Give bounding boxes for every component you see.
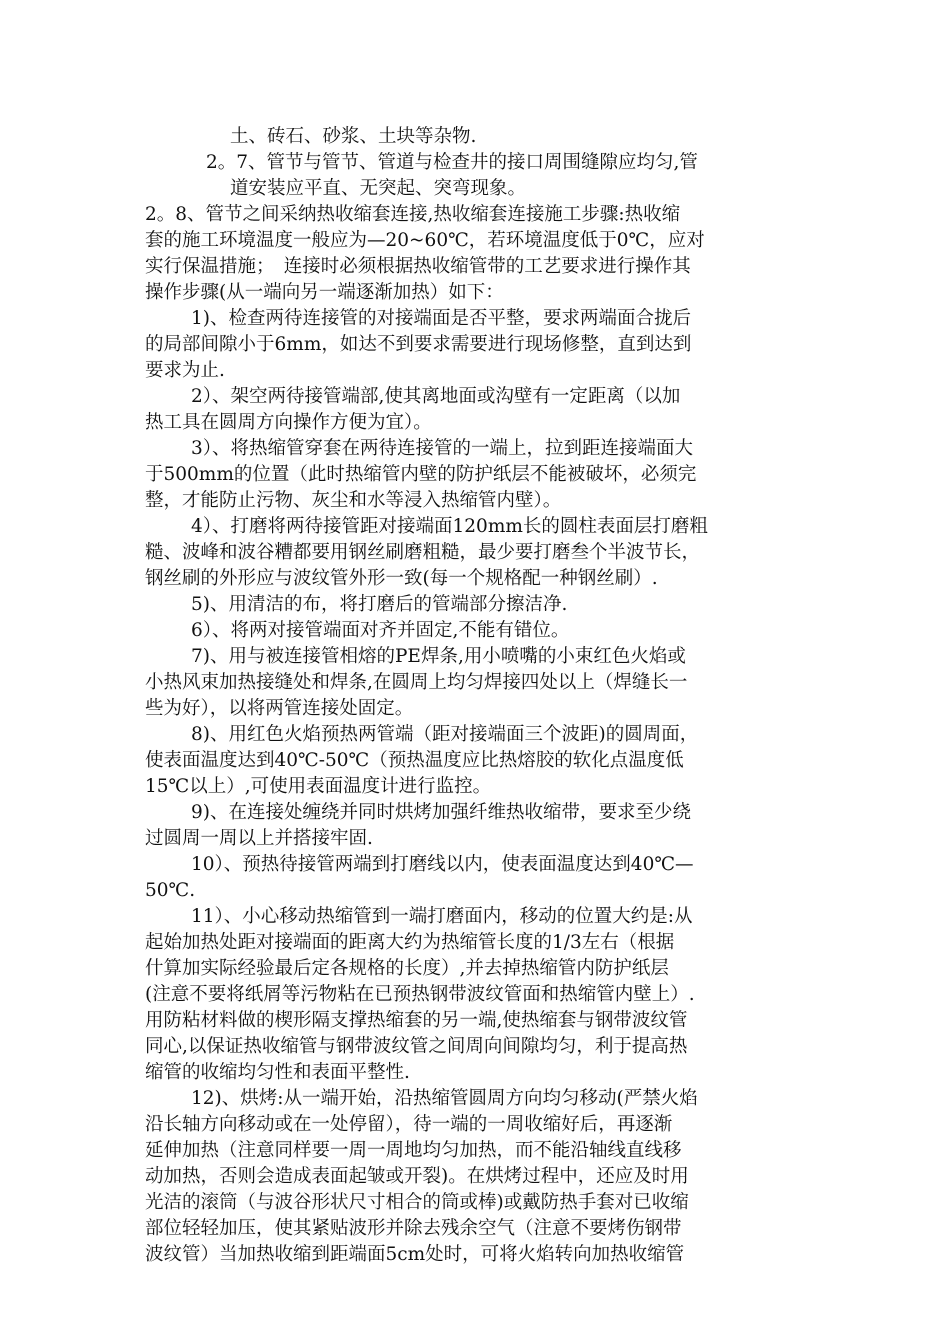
text-line: 6）、将两对接管端面对齐并固定,不能有错位。 [191, 620, 570, 641]
text-line: (注意不要将纸屑等污物粘在已预热钢带波纹管面和热缩管内壁上）. [145, 984, 695, 1005]
text-line: 热工具在圆周方向操作方便为宜）。 [145, 412, 432, 433]
text-line: 使表面温度达到40℃-50℃（预热温度应比热熔胶的软化点温度低 [145, 750, 684, 771]
text-line: 50℃. [145, 880, 196, 901]
text-line: 钢丝刷的外形应与波纹管外形一致(每一个规格配一种钢丝刷）. [145, 568, 658, 589]
text-line: 实行保温措施； 连接时必须根据热收缩管带的工艺要求进行操作其 [145, 256, 691, 277]
text-line: 波纹管）当加热收缩到距端面5cm处时，可将火焰转向加热收缩管 [145, 1244, 685, 1265]
text-line: 用防粘材料做的楔形隔支撑热缩套的另一端,使热缩套与钢带波纹管 [145, 1010, 688, 1031]
text-line: 起始加热处距对接端面的距离大约为热缩管长度的1/3左右（根据 [145, 932, 675, 953]
text-line: 于500mm的位置（此时热缩管内壁的防护纸层不能被破坏，必须完 [145, 464, 697, 485]
text-line: 过圆周一周以上并搭接牢固. [145, 828, 373, 849]
text-line: 延伸加热（注意同样要一周一周地均匀加热，而不能沿轴线直线移 [145, 1140, 682, 1161]
text-line: 4）、打磨将两待接管距对接端面120mm长的圆柱表面层打磨粗 [191, 516, 708, 537]
text-line: 什算加实际经验最后定各规格的长度）,并去掉热缩管内防护纸层 [145, 958, 669, 979]
text-line: 的局部间隙小于6mm，如达不到要求需要进行现场修整，直到达到 [145, 334, 692, 355]
text-line: 糙、波峰和波谷糟都要用钢丝刷磨粗糙，最少要打磨叁个半波节长， [145, 542, 701, 563]
text-line: 1)、检查两待连接管的对接端面是否平整，要求两端面合拢后 [191, 308, 691, 329]
text-line: 5)、用清洁的布，将打磨后的管端部分擦洁净. [191, 594, 568, 615]
text-line: 沿长轴方向移动或在一处停留），待一端的一周收缩好后，再逐渐 [145, 1114, 673, 1135]
text-line: 小热风束加热接缝处和焊条,在圆周上均匀焊接四处以上（焊缝长一 [145, 672, 688, 693]
text-line: 套的施工环境温度一般应为—20~60℃，若环境温度低于0℃，应对 [145, 230, 705, 251]
text-line: 同心,以保证热收缩管与钢带波纹管之间周向间隙均匀，利于提高热 [145, 1036, 688, 1057]
text-line: 整，才能防止污物、灰尘和水等浸入热缩管内壁）。 [145, 490, 562, 511]
text-line: 2。7、管节与管节、管道与检查井的接口周围缝隙应均匀,管 [206, 152, 698, 173]
text-line: 7)、用与被连接管相熔的PE焊条,用小喷嘴的小束红色火焰或 [191, 646, 686, 667]
text-line: 道安装应平直、无突起、突弯现象。 [230, 178, 527, 199]
text-line: 缩管的收缩均匀性和表面平整性. [145, 1062, 410, 1083]
text-line: 12)、烘烤:从一端开始，沿热缩管圆周方向均匀移动(严禁火焰 [191, 1088, 698, 1109]
text-line: 8)、用红色火焰预热两管端（距对接端面三个波距)的圆周面， [191, 724, 699, 745]
text-line: 操作步骤(从一端向另一端逐渐加热）如下： [145, 282, 504, 303]
text-line: 光洁的滚筒（与波谷形状尺寸相合的筒或棒)或戴防热手套对已收缩 [145, 1192, 689, 1213]
text-line: 要求为止. [145, 360, 225, 381]
text-line: 些为好），以将两管连接处固定。 [145, 698, 414, 719]
text-line: 3）、将热缩管穿套在两待连接管的一端上，拉到距连接端面大 [191, 438, 694, 459]
text-line: 9)、在连接处缠绕并同时烘烤加强纤维热收缩带，要求至少绕 [191, 802, 691, 823]
text-line: 15℃以上）,可使用表面温度计进行监控。 [145, 776, 492, 797]
text-line: 2。8、管节之间采纳热收缩套连接,热收缩套连接施工步骤:热收缩 [145, 204, 681, 225]
text-line: 11）、小心移动热缩管到一端打磨面内，移动的位置大约是:从 [191, 906, 693, 927]
text-line: 部位轻轻加压，使其紧贴波形并除去残余空气（注意不要烤伤钢带 [145, 1218, 682, 1239]
text-line: 动加热，否则会造成表面起皱或开裂)。在烘烤过程中，还应及时用 [145, 1166, 689, 1187]
text-line: 10）、预热待接管两端到打磨线以内，使表面温度达到40℃— [191, 854, 694, 875]
text-line: 土、砖石、砂浆、土块等杂物. [230, 126, 477, 147]
text-line: 2）、架空两待接管端部,使其离地面或沟壁有一定距离（以加 [191, 386, 681, 407]
